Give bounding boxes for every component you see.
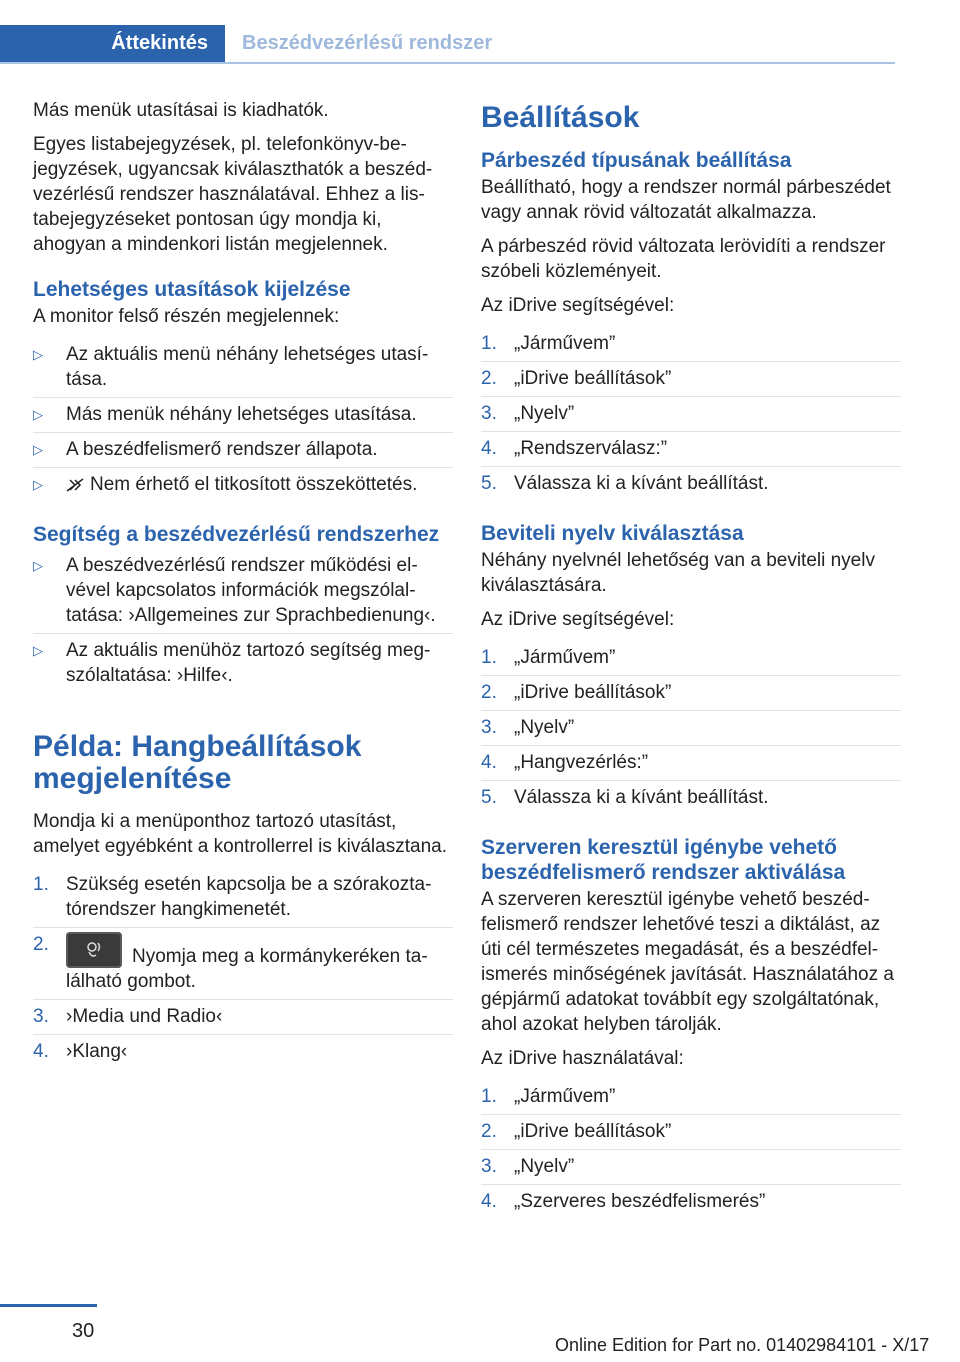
- paragraph: Az iDrive segítségével:: [481, 295, 675, 316]
- list-item: 3. „Nyelv”: [481, 710, 901, 745]
- list-item: 3. „Nyelv”: [481, 1149, 901, 1184]
- right-column: [481, 98, 901, 1223]
- list-item: 1. Szükség esetén kapcsolja be a szórakoztatórendszer hangkimenetét.: [33, 874, 432, 920]
- section-heading-help: Segítség a beszédvezérlésű rendszerhez: [33, 523, 440, 546]
- list-item: 1. „Járművem”: [481, 647, 616, 668]
- list-item: 1. „Járművem”: [481, 1086, 616, 1107]
- section-title-example: Példa: Hangbeállítások megjelenítése: [33, 730, 362, 795]
- steering-wheel-voice-button-icon: [66, 932, 122, 968]
- list-item: 2. Nyomja meg a kormánykeréken található gombot.: [33, 927, 453, 999]
- tab-voice-control[interactable]: Beszédvezérlésű rendszer: [225, 25, 895, 62]
- section-heading-input-language: Beviteli nyelv kiválasztása: [481, 522, 744, 545]
- paragraph: Egyes listabejegyzések, pl. telefonkönyv-bejegyzések, ugyancsak kiválaszthatók a beszédvezérlésű rendszer használatával. Ehhez a listabejegyzéseket pontosan úgy mondja ki, ahogyan a mindenkori listán megjelennek.: [33, 134, 433, 255]
- edition-note: Online Edition for Part no. 01402984101 - X/17: [555, 1335, 930, 1355]
- list-item: 5. Válassza ki a kívánt beállítást.: [481, 780, 901, 815]
- server-steps: [481, 1080, 901, 1219]
- dialog-steps: [481, 327, 901, 501]
- paragraph: Az iDrive segítségével:: [481, 609, 675, 630]
- left-column: [33, 98, 453, 1073]
- section-heading-commands: Lehetséges utasítások kijelzése: [33, 278, 351, 301]
- triangle-bullet-icon: ▷: [33, 442, 43, 457]
- triangle-bullet-icon: ▷: [33, 347, 43, 362]
- list-item: ▷ Más menük néhány lehetséges utasítása.: [33, 397, 453, 432]
- list-item: 4. „Szerveres beszédfelismerés”: [481, 1184, 901, 1219]
- list-item: 4. „Hangvezérlés:”: [481, 745, 901, 780]
- paragraph: Néhány nyelvnél lehetőség van a beviteli nyelv kiválasztására.: [481, 550, 875, 596]
- page-header: [0, 0, 895, 64]
- list-item: ▷ A beszédfelismerő rendszer állapota.: [33, 432, 453, 467]
- triangle-bullet-icon: ▷: [33, 558, 43, 573]
- section-heading-dialog: Párbeszéd típusának beállítása: [481, 149, 792, 172]
- list-item: 5. Válassza ki a kívánt beállítást.: [481, 466, 901, 501]
- paragraph: Beállítható, hogy a rendszer normál párbeszédet vagy annak rövid változatát alkalmazza.: [481, 177, 891, 223]
- example-steps: [33, 868, 453, 1069]
- section-heading-server-recognition: Szerveren keresztül igénybe vehető beszédfelismerő rendszer aktiválása: [481, 836, 846, 884]
- list-item: 2. „iDrive beállítások”: [481, 361, 901, 396]
- list-item: 2. „iDrive beállítások”: [481, 675, 901, 710]
- list-item: 3. ›Media und Radio‹: [33, 999, 453, 1034]
- section-title-settings: Beállítások: [481, 101, 640, 134]
- list-item: 4. ›Klang‹: [33, 1034, 453, 1069]
- list-item: 1. „Járművem”: [481, 333, 616, 354]
- paragraph: Mondja ki a menüponthoz tartozó utasítást, amelyet egyébként a kontrollerrel is kiválasztana.: [33, 811, 447, 857]
- input-steps: [481, 641, 901, 815]
- paragraph: Az iDrive használatával:: [481, 1048, 684, 1069]
- footer-rule: [0, 1304, 97, 1307]
- page-number: 30: [72, 1320, 95, 1342]
- triangle-bullet-icon: ▷: [33, 477, 43, 492]
- list-item: ▷ Nem érhető el titkosított összeköttetés.: [33, 467, 453, 502]
- no-encryption-mic-icon: [66, 478, 84, 492]
- paragraph: A szerveren keresztül igénybe vehető beszédfelismerő rendszer lehetővé teszi a diktálást, az úti cél természetes megadását, és a beszédfelismerés minőségének javítását. Használatához a gépjármű adatokat továbbít egy szolgáltatónak, ahol azokat helyben tárolják.: [481, 889, 894, 1035]
- paragraph: Más menük utasításai is kiadhatók.: [33, 100, 329, 121]
- list-item: ▷ Az aktuális menü néhány lehetséges utasítása.: [33, 344, 429, 390]
- paragraph: A párbeszéd rövid változata lerövidíti a rendszer szóbeli közleményeit.: [481, 236, 886, 282]
- tab-overview[interactable]: Áttekintés: [0, 25, 225, 62]
- commands-list: [33, 338, 453, 502]
- list-item: ▷ Az aktuális menühöz tartozó segítség megszólaltatása: ›Hilfe‹.: [33, 633, 453, 693]
- triangle-bullet-icon: ▷: [33, 643, 43, 658]
- help-list: [33, 549, 453, 693]
- list-item: ▷ A beszédvezérlésű rendszer működési elvével kapcsolatos információk megszólaltatása: ›Allgemeines zur Sprachbedienung‹.: [33, 555, 436, 626]
- list-item: 3. „Nyelv”: [481, 396, 901, 431]
- list-item: 4. „Rendszerválasz:”: [481, 431, 901, 466]
- triangle-bullet-icon: ▷: [33, 407, 43, 422]
- paragraph: A monitor felső részén megjelennek:: [33, 306, 340, 327]
- list-item: 2. „iDrive beállítások”: [481, 1114, 901, 1149]
